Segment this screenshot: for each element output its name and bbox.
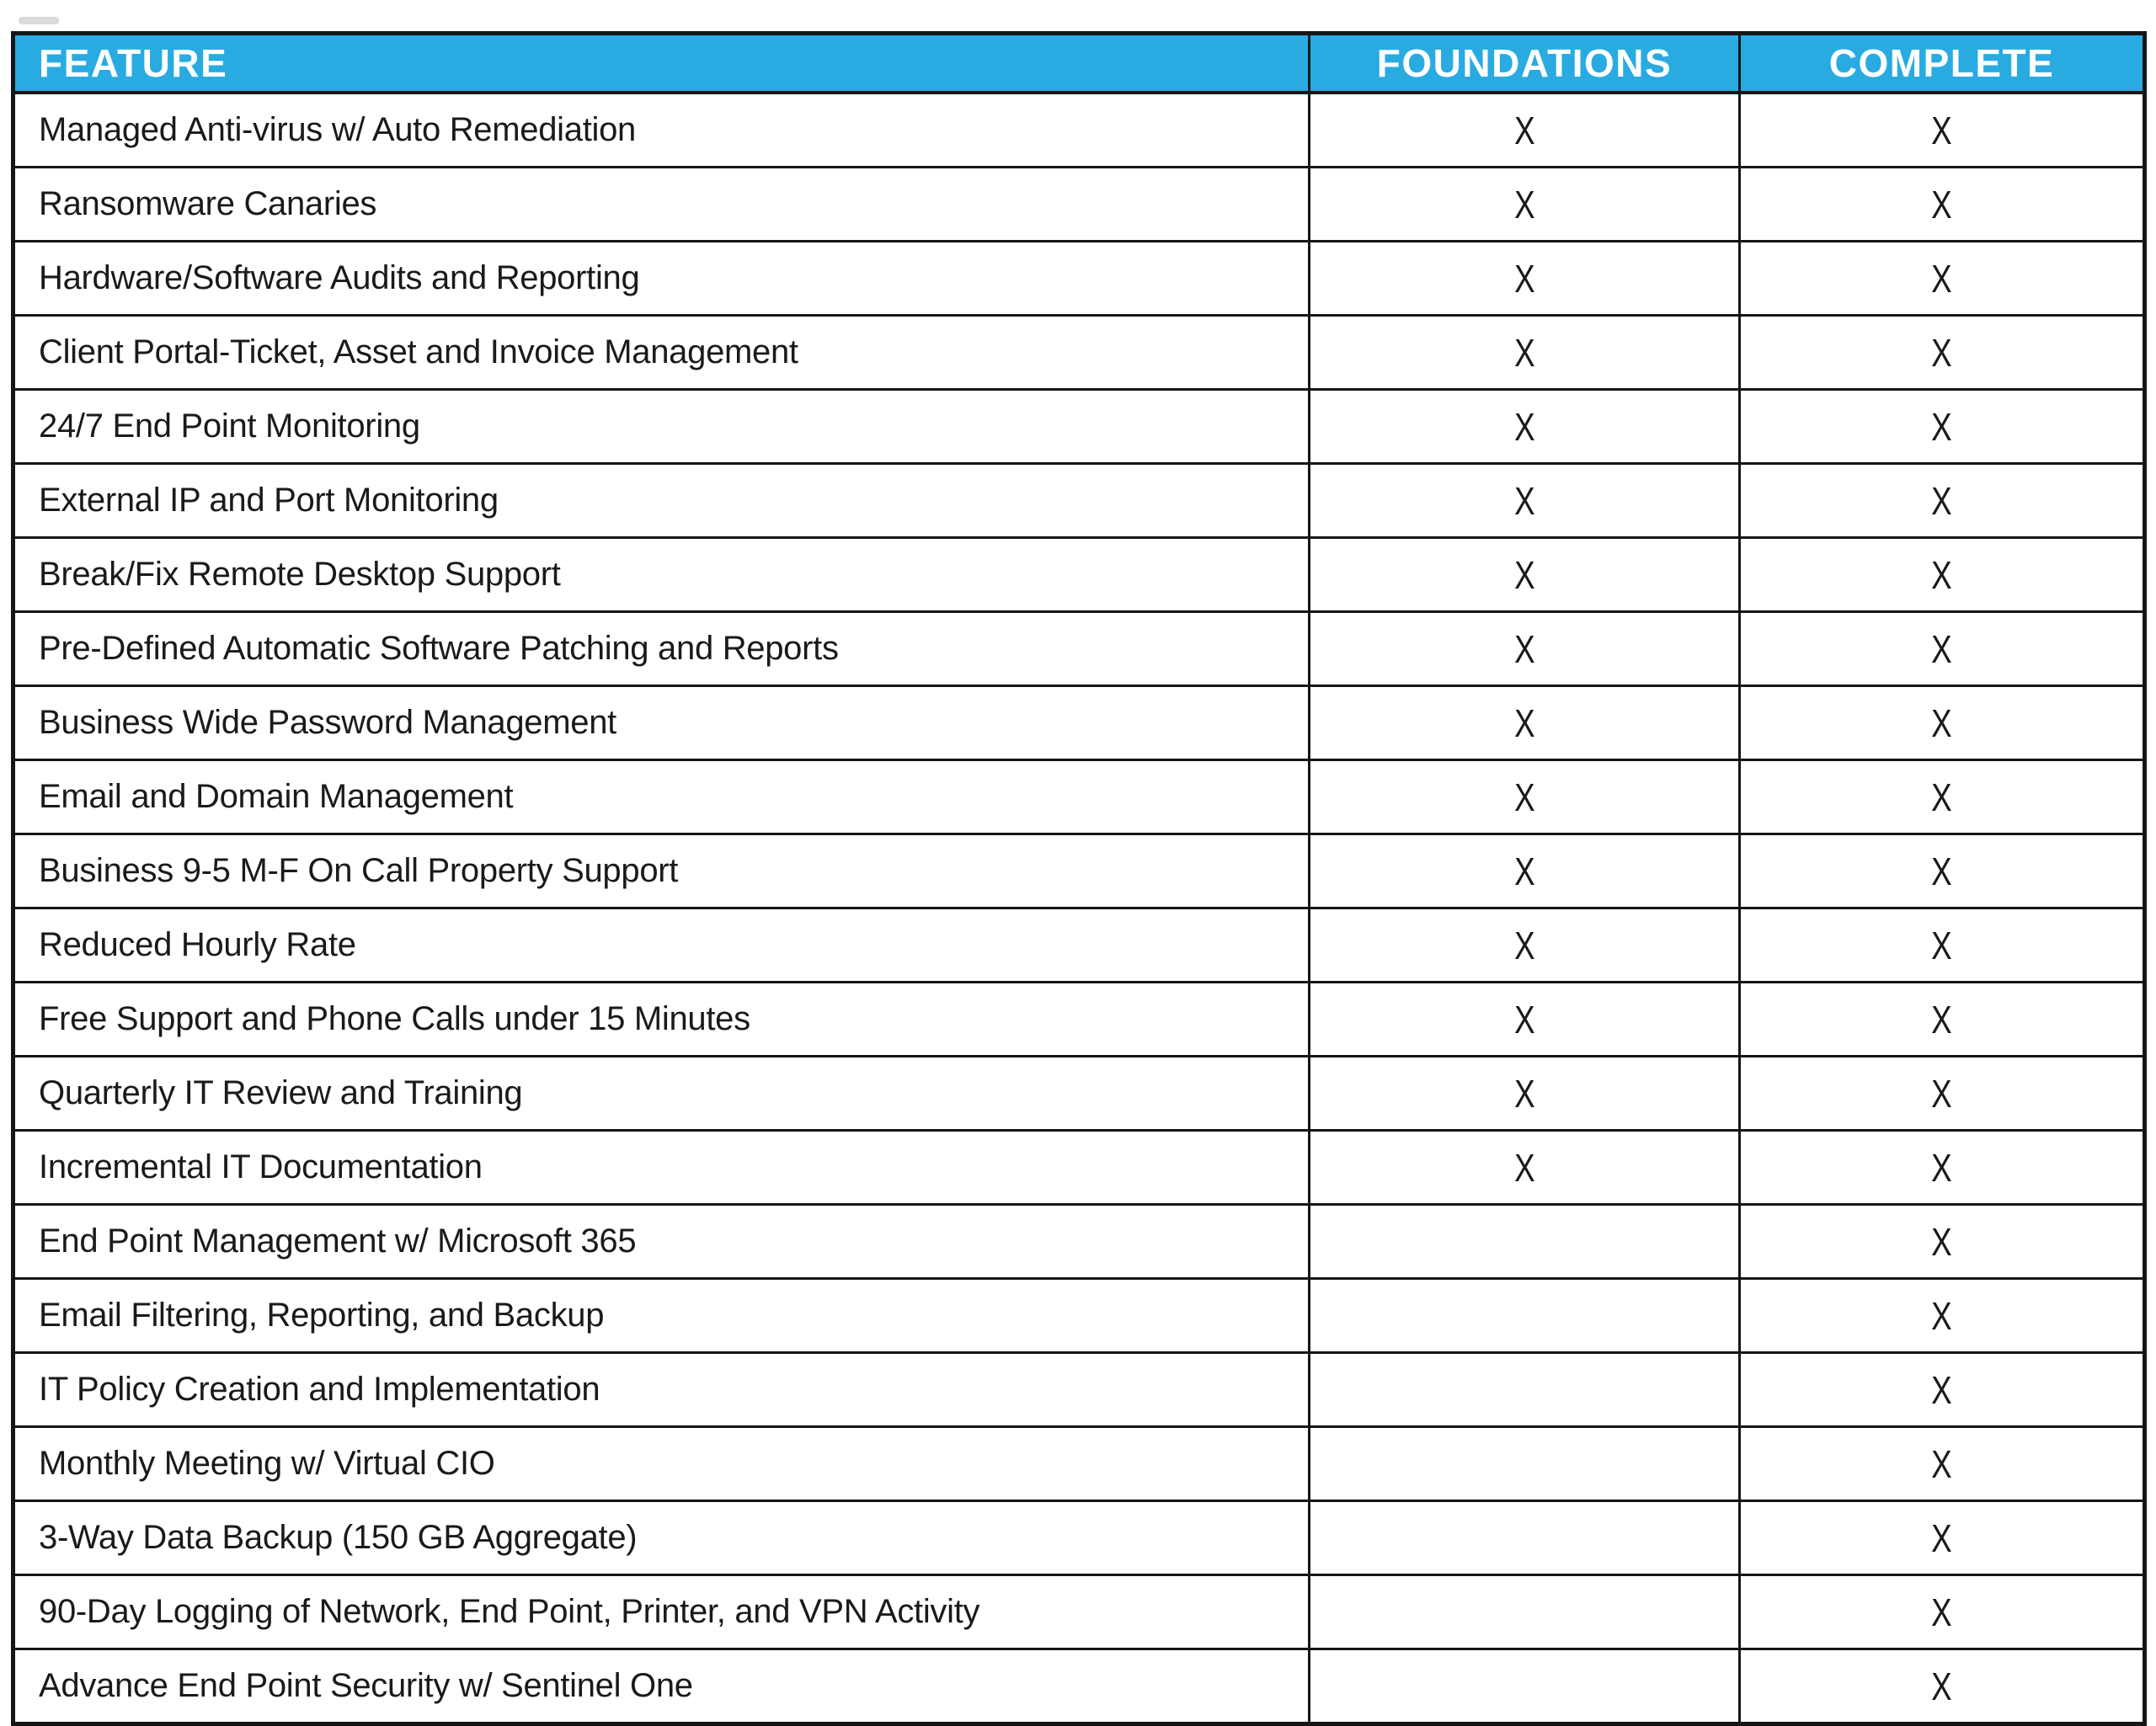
x-mark: X [1931, 1590, 1952, 1634]
foundations-cell [1309, 1649, 1739, 1724]
complete-cell [1740, 390, 2145, 464]
feature-name-cell: 24/7 End Point Monitoring [13, 390, 1310, 464]
x-mark: X [1513, 404, 1535, 449]
feature-name-cell: 90-Day Logging of Network, End Point, Printer, and VPN Activity [13, 1575, 1310, 1649]
x-mark: X [1931, 552, 1952, 597]
table-row [13, 1057, 2145, 1131]
table-row [13, 168, 2145, 242]
feature-name-cell: Client Portal-Ticket, Asset and Invoice Management [13, 316, 1310, 390]
complete-cell [1740, 1353, 2145, 1427]
foundations-cell [1309, 1131, 1739, 1205]
x-mark: X [1931, 1293, 1952, 1338]
complete-cell [1740, 93, 2145, 168]
foundations-cell [1309, 1279, 1739, 1353]
table-header [13, 34, 2145, 93]
foundations-cell [1309, 983, 1739, 1057]
complete-cell [1740, 1057, 2145, 1131]
complete-cell [1740, 908, 2145, 983]
feature-name-cell: Email and Domain Management [13, 760, 1310, 834]
foundations-cell [1309, 612, 1739, 686]
foundations-cell [1309, 464, 1739, 538]
complete-cell [1740, 1205, 2145, 1279]
table-row [13, 242, 2145, 316]
x-mark: X [1513, 1071, 1535, 1116]
feature-name-cell: 3-Way Data Backup (150 GB Aggregate) [13, 1501, 1310, 1575]
column-header-complete: COMPLETE [1740, 34, 2145, 93]
table-row [13, 1205, 2145, 1279]
feature-name-cell: Managed Anti-virus w/ Auto Remediation [13, 93, 1310, 168]
header-row [13, 34, 2145, 93]
x-mark: X [1931, 1071, 1952, 1116]
x-mark: X [1931, 701, 1952, 745]
scan-artifact [19, 17, 59, 24]
x-mark: X [1931, 256, 1952, 301]
feature-name-cell: Advance End Point Security w/ Sentinel One [13, 1649, 1310, 1724]
complete-cell [1740, 1575, 2145, 1649]
table-row [13, 1575, 2145, 1649]
table-row [13, 538, 2145, 612]
x-mark: X [1931, 182, 1952, 226]
foundations-cell [1309, 390, 1739, 464]
column-header-feature: FEATURE [13, 34, 1310, 93]
feature-comparison-table [11, 31, 2147, 1726]
complete-cell [1740, 464, 2145, 538]
table-row [13, 1279, 2145, 1353]
foundations-cell [1309, 168, 1739, 242]
foundations-cell [1309, 908, 1739, 983]
foundations-cell [1309, 1575, 1739, 1649]
complete-cell [1740, 242, 2145, 316]
table-row [13, 612, 2145, 686]
x-mark: X [1931, 108, 1952, 152]
table-row [13, 983, 2145, 1057]
foundations-cell [1309, 1427, 1739, 1501]
foundations-cell [1309, 1353, 1739, 1427]
foundations-cell [1309, 834, 1739, 908]
complete-cell [1740, 983, 2145, 1057]
x-mark: X [1931, 404, 1952, 449]
complete-cell [1740, 538, 2145, 612]
table-row [13, 834, 2145, 908]
feature-name-cell: External IP and Port Monitoring [13, 464, 1310, 538]
complete-cell [1740, 1427, 2145, 1501]
feature-name-cell: Incremental IT Documentation [13, 1131, 1310, 1205]
x-mark: X [1931, 626, 1952, 671]
x-mark: X [1931, 923, 1952, 967]
feature-name-cell: End Point Management w/ Microsoft 365 [13, 1205, 1310, 1279]
feature-name-cell: Ransomware Canaries [13, 168, 1310, 242]
foundations-cell [1309, 538, 1739, 612]
feature-name-cell: IT Policy Creation and Implementation [13, 1353, 1310, 1427]
x-mark: X [1513, 256, 1535, 301]
x-mark: X [1513, 182, 1535, 226]
x-mark: X [1513, 1145, 1535, 1190]
foundations-cell [1309, 686, 1739, 760]
x-mark: X [1513, 923, 1535, 967]
x-mark: X [1513, 478, 1535, 523]
complete-cell [1740, 1501, 2145, 1575]
table-row [13, 1353, 2145, 1427]
foundations-cell [1309, 1057, 1739, 1131]
complete-cell [1740, 1131, 2145, 1205]
x-mark: X [1513, 701, 1535, 745]
x-mark: X [1931, 330, 1952, 375]
foundations-cell [1309, 242, 1739, 316]
column-header-foundations: FOUNDATIONS [1309, 34, 1739, 93]
feature-name-cell: Reduced Hourly Rate [13, 908, 1310, 983]
x-mark: X [1931, 849, 1952, 893]
table-row [13, 908, 2145, 983]
feature-table-body [13, 93, 2145, 1724]
complete-cell [1740, 760, 2145, 834]
table-row [13, 1427, 2145, 1501]
table-row [13, 1131, 2145, 1205]
x-mark: X [1931, 997, 1952, 1041]
complete-cell [1740, 168, 2145, 242]
feature-name-cell: Business Wide Password Management [13, 686, 1310, 760]
x-mark: X [1931, 1664, 1952, 1708]
x-mark: X [1513, 626, 1535, 671]
feature-name-cell: Quarterly IT Review and Training [13, 1057, 1310, 1131]
table-row [13, 464, 2145, 538]
x-mark: X [1931, 775, 1952, 819]
table-row [13, 390, 2145, 464]
x-mark: X [1513, 775, 1535, 819]
x-mark: X [1931, 1516, 1952, 1560]
feature-name-cell: Pre-Defined Automatic Software Patching and Reports [13, 612, 1310, 686]
feature-name-cell: Break/Fix Remote Desktop Support [13, 538, 1310, 612]
complete-cell [1740, 316, 2145, 390]
table-row [13, 1501, 2145, 1575]
foundations-cell [1309, 760, 1739, 834]
x-mark: X [1513, 330, 1535, 375]
table-row [13, 316, 2145, 390]
feature-name-cell: Free Support and Phone Calls under 15 Minutes [13, 983, 1310, 1057]
foundations-cell [1309, 93, 1739, 168]
complete-cell [1740, 834, 2145, 908]
table-row [13, 686, 2145, 760]
x-mark: X [1931, 478, 1952, 523]
feature-name-cell: Email Filtering, Reporting, and Backup [13, 1279, 1310, 1353]
complete-cell [1740, 686, 2145, 760]
x-mark: X [1513, 849, 1535, 893]
foundations-cell [1309, 316, 1739, 390]
feature-name-cell: Business 9-5 M-F On Call Property Support [13, 834, 1310, 908]
x-mark: X [1513, 552, 1535, 597]
complete-cell [1740, 612, 2145, 686]
x-mark: X [1931, 1367, 1952, 1412]
foundations-cell [1309, 1205, 1739, 1279]
x-mark: X [1931, 1145, 1952, 1190]
table-row [13, 760, 2145, 834]
complete-cell [1740, 1279, 2145, 1353]
x-mark: X [1931, 1441, 1952, 1486]
foundations-cell [1309, 1501, 1739, 1575]
complete-cell [1740, 1649, 2145, 1724]
table-row [13, 93, 2145, 168]
feature-name-cell: Hardware/Software Audits and Reporting [13, 242, 1310, 316]
x-mark: X [1513, 108, 1535, 152]
feature-name-cell: Monthly Meeting w/ Virtual CIO [13, 1427, 1310, 1501]
table-row [13, 1649, 2145, 1724]
x-mark: X [1513, 997, 1535, 1041]
x-mark: X [1931, 1219, 1952, 1264]
